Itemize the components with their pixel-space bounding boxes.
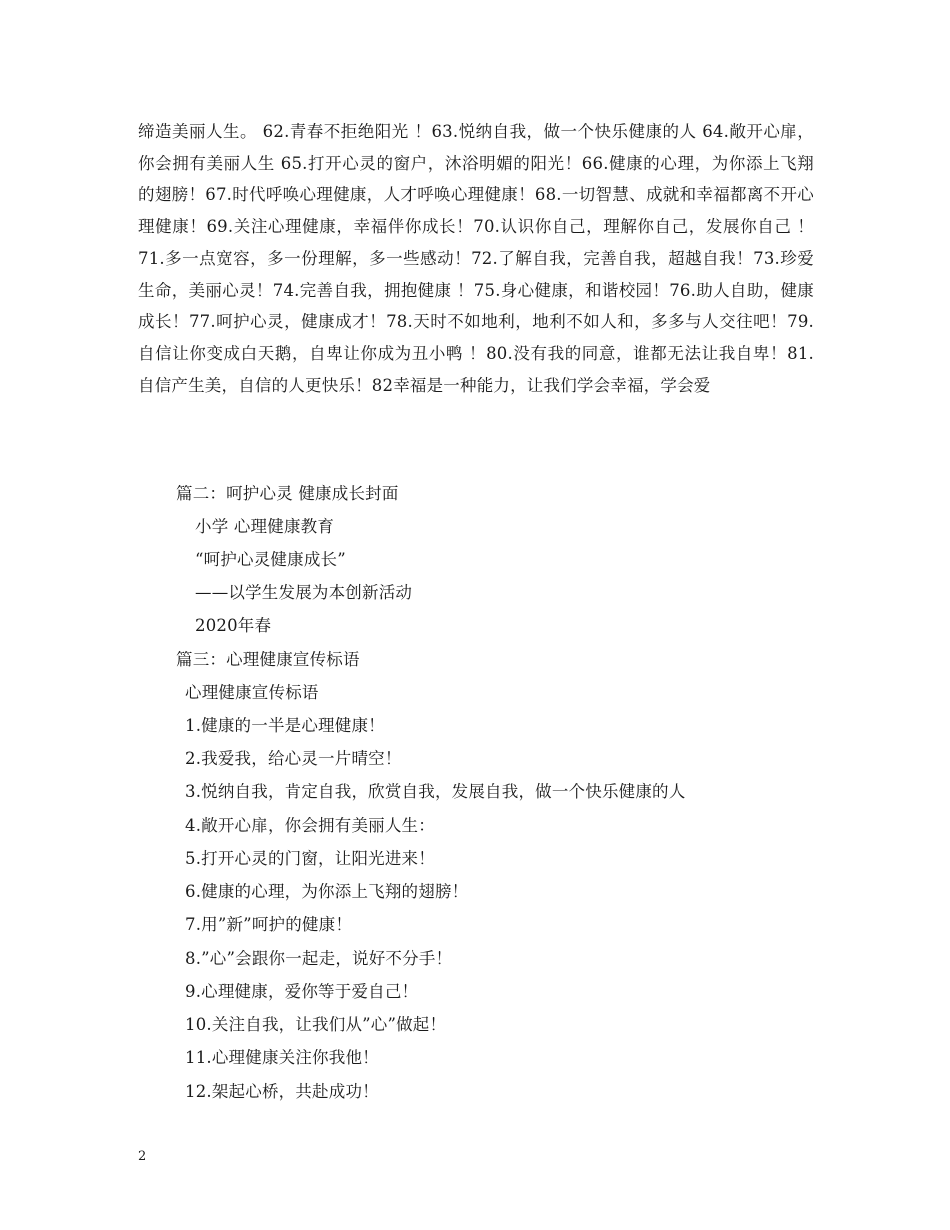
cover-line: 小学 心理健康教育 [195, 517, 335, 536]
section2-heading: 篇二：呵护心灵 健康成长封面 [176, 484, 399, 503]
slogan-item: 9.心理健康，爱你等于爱自己！ [185, 982, 419, 1001]
page-number: 2 [138, 1149, 147, 1164]
slogan-item: 1.健康的一半是心理健康！ [185, 716, 385, 735]
section3-heading: 篇三：心理健康宣传标语 [176, 650, 360, 669]
slogan-item: 3.悦纳自我，肯定自我，欣赏自我，发展自我，做一个快乐健康的人 [185, 782, 686, 801]
slogan-item: 7.用”新”呵护的健康！ [185, 915, 353, 934]
slogan-item: 10.关注自我，让我们从”心”做起！ [185, 1015, 447, 1034]
intro-paragraph: 缔造美丽人生。 62.青春不拒绝阳光 ！63.悦纳自我，做一个快乐健康的人 64.敞开心扉，你会拥有美丽人生 65.打开心灵的窗户，沐浴明媚的阳光！66.健康的心理，为你添上飞翔的翅膀！67.时代呼唤心理健康，人才呼唤心理健康！68.一切智慧、成就和幸福都离不开心理健康！69.关注心理健康，幸福伴你成长！70.认识你自己，理解你自己，发展你自己 ！71.多一点宽容，多一份理解，多一些感动！72.了解自我，完善自我，超越自我！73.珍爱生命，美丽心灵！74.完善自我，拥抱健康 ！75.身心健康，和谐校园！76.助人自助，健康成长！77.呵护心灵，健康成才！78.天时不如地利，地利不如人和，多多与人交往吧！79.自信让你变成白天鹅，自卑让你成为丑小鸭 ！80.没有我的同意，谁都无法让我自卑！81.自信产生美，自信的人更快乐！82幸福是一种能力，让我们学会幸福，学会爱 [138, 122, 814, 395]
slogan-item: 5.打开心灵的门窗，让阳光进来！ [185, 849, 435, 868]
cover-line: “呵护心灵健康成长” [195, 550, 346, 569]
slogan-title: 心理健康宣传标语 [185, 683, 319, 702]
slogan-item: 2.我爱我，给心灵一片晴空！ [185, 749, 402, 768]
cover-line: 2020年春 [195, 616, 272, 635]
slogan-item: 8.”心”会跟你一起走，说好不分手！ [185, 949, 453, 968]
slogan-item: 12.架起心桥，共赴成功！ [185, 1082, 379, 1101]
slogan-item: 4.敞开心扉，你会拥有美丽人生： [185, 816, 435, 835]
slogan-item: 6.健康的心理，为你添上飞翔的翅膀！ [185, 882, 469, 901]
cover-line: ——以学生发展为本创新活动 [195, 583, 413, 602]
slogan-item: 11.心理健康关注你我他！ [185, 1048, 379, 1067]
